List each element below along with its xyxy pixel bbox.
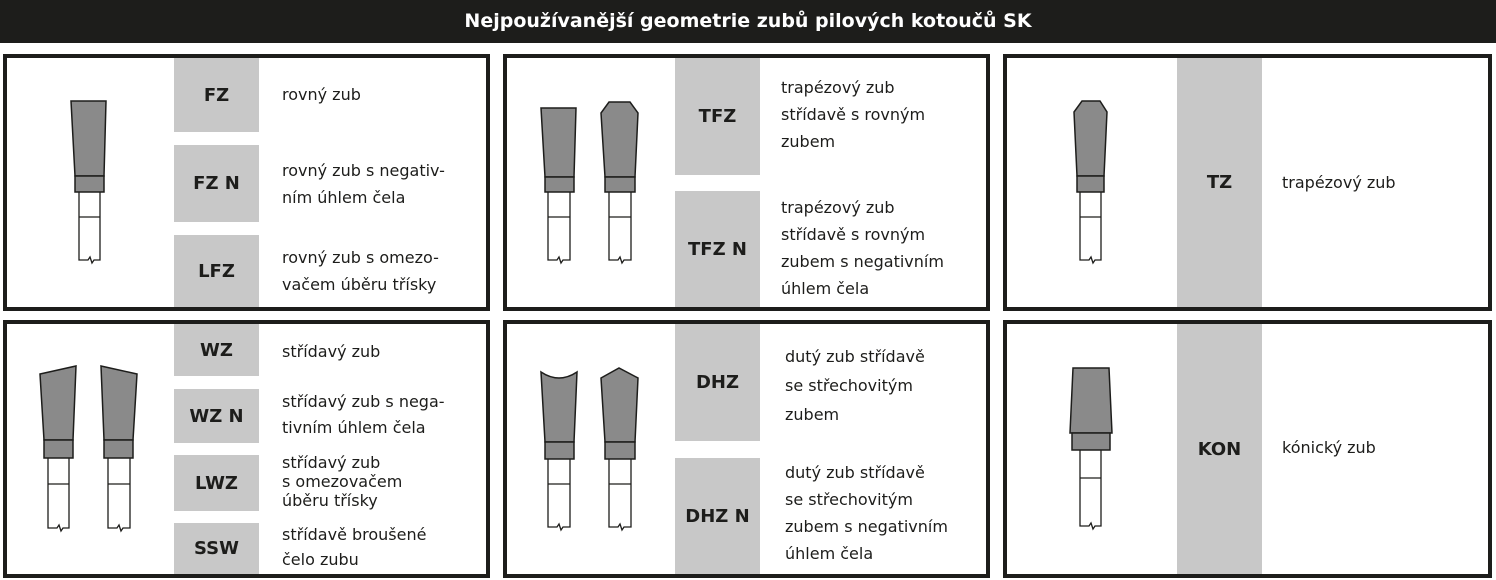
code-kon: KON	[1177, 324, 1262, 574]
desc-line: ním úhlem čela	[282, 188, 406, 207]
desc-tfz	[781, 74, 925, 155]
code-tz: TZ	[1177, 58, 1262, 307]
desc-line: se střechovitým	[785, 376, 913, 395]
desc-line: úběru třísky	[282, 491, 378, 510]
desc-line: rovný zub	[282, 85, 361, 104]
code-tfz: TFZ	[675, 58, 760, 175]
desc-line: střídavě s rovným	[781, 225, 926, 244]
desc-line: střídavý zub	[282, 342, 381, 361]
desc-line: střídavý zub s nega-	[282, 392, 445, 411]
desc-line: trapézový zub	[1282, 173, 1396, 192]
desc-line: trapézový zub	[781, 198, 895, 217]
desc-fz	[282, 81, 361, 108]
desc-line: tivním úhlem čela	[282, 418, 426, 437]
desc-line: úhlem čela	[781, 279, 870, 298]
code-wz-n: WZ N	[174, 389, 259, 443]
desc-line: se střechovitým	[785, 490, 913, 509]
desc-tfz-n	[781, 194, 944, 302]
code-dhz-n: DHZ N	[675, 458, 760, 574]
code-tfz-n: TFZ N	[675, 191, 760, 307]
desc-dhz-n	[785, 459, 948, 567]
page-title: Nejpoužívanější geometrie zubů pilových kotoučů SK	[0, 0, 1496, 43]
desc-line: střídavý zub	[282, 453, 381, 472]
desc-line: kónický zub	[1282, 438, 1376, 457]
code-lwz: LWZ	[174, 455, 259, 511]
desc-line: zubem	[781, 132, 836, 151]
desc-kon	[1282, 434, 1376, 461]
desc-wz	[282, 338, 380, 365]
desc-line: vačem úběru třísky	[282, 275, 437, 294]
desc-wz-n	[282, 389, 445, 441]
desc-line: zubem s negativním	[781, 252, 944, 271]
desc-line: střídavě s rovným	[781, 105, 926, 124]
desc-line: trapézový zub	[781, 78, 895, 97]
desc-ssw	[282, 522, 426, 572]
desc-tz	[1282, 169, 1396, 196]
desc-line: dutý zub střídavě	[785, 463, 925, 482]
code-ssw: SSW	[174, 523, 259, 574]
desc-line: dutý zub střídavě	[785, 347, 925, 366]
desc-line: zubem s negativním	[785, 517, 948, 536]
code-fz: FZ	[174, 58, 259, 132]
desc-line: úhlem čela	[785, 544, 874, 563]
desc-lwz	[282, 453, 402, 510]
desc-lfz	[282, 244, 439, 298]
code-lfz: LFZ	[174, 235, 259, 307]
desc-line: čelo zubu	[282, 550, 359, 569]
desc-line: s omezovačem	[282, 472, 403, 491]
desc-line: zubem	[785, 405, 840, 424]
desc-line: rovný zub s omezo-	[282, 248, 439, 267]
code-dhz: DHZ	[675, 324, 760, 441]
desc-line: střídavě broušené	[282, 525, 427, 544]
desc-fz-n	[282, 157, 445, 211]
desc-dhz	[785, 342, 925, 429]
code-wz: WZ	[174, 324, 259, 376]
desc-line: rovný zub s negativ-	[282, 161, 445, 180]
code-fz-n: FZ N	[174, 145, 259, 222]
